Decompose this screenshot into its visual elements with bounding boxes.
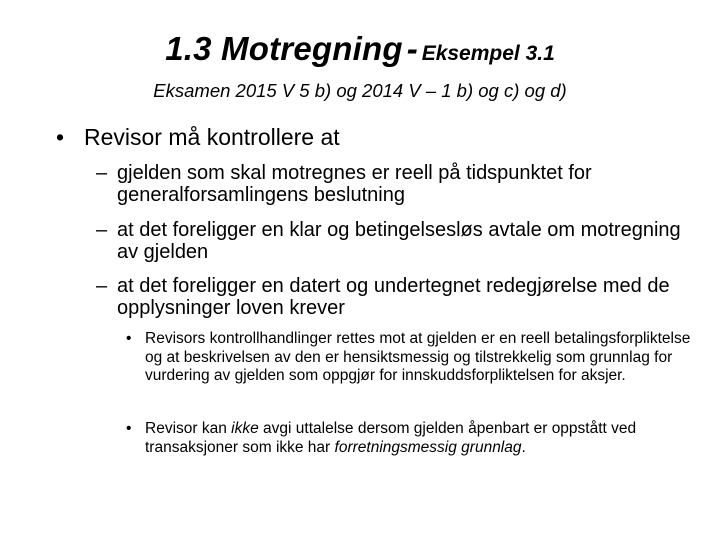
- bullet-marker: •: [56, 124, 65, 150]
- dash-marker: –: [96, 275, 108, 297]
- subsub2-italic-ikke: ikke: [231, 420, 259, 437]
- subsubbullet-kontrollhandlinger: [126, 330, 700, 386]
- bullet-text: Revisor må kontrollere at: [84, 124, 340, 150]
- subsub2-part3: .: [521, 438, 526, 456]
- dash-marker: –: [96, 162, 108, 184]
- title-sub: Eksempel 3.1: [421, 42, 555, 65]
- subbullet-text: at det foreligger en datert og undertegnet redegjørelse med de opplysninger loven krever: [117, 275, 670, 319]
- slide-title: [0, 30, 720, 68]
- subsub-text: Revisors kontrollhandlinger rettes mot at gjelden er en reell betalingsforpliktelse og at beskrivelsen av den er hensiktsmessig og tilstrekkelig som grunnlag for vurdering av gjelden som oppgjør for innskuddsforpliktelsen for aksjer.: [145, 330, 691, 384]
- subbullet-text: gjelden som skal motregnes er reell på tidspunktet for generalforsamlingens beslutning: [117, 162, 592, 206]
- subsub2-part1: Revisor kan: [145, 420, 232, 437]
- subbullet-redegjorelse: [96, 275, 696, 319]
- subsubbullet-uttalelse: [126, 420, 700, 457]
- subsub2-italic-grunnlag: forretningsmessig grunnlag: [334, 438, 522, 456]
- subsub-marker: •: [126, 420, 132, 437]
- subsub2-part2: avgi uttalelse dersom gjelden åpenbart er oppstått ved transaksjoner som ikke har: [145, 420, 637, 456]
- subsub-text: [145, 420, 700, 457]
- subsub-marker: •: [126, 330, 132, 347]
- slide-subtitle: Eksamen 2015 V 5 b) og 2014 V – 1 b) og c) og d): [153, 80, 567, 101]
- dash-marker: –: [96, 219, 108, 241]
- title-separator: -: [406, 30, 418, 67]
- subbullet-text: at det foreligger en klar og betingelsesløs avtale om motregning av gjelden: [117, 219, 681, 263]
- subbullet-reell-gjeld: [96, 162, 696, 206]
- title-main: 1.3 Motregning: [165, 30, 403, 67]
- subbullet-avtale: [96, 219, 696, 263]
